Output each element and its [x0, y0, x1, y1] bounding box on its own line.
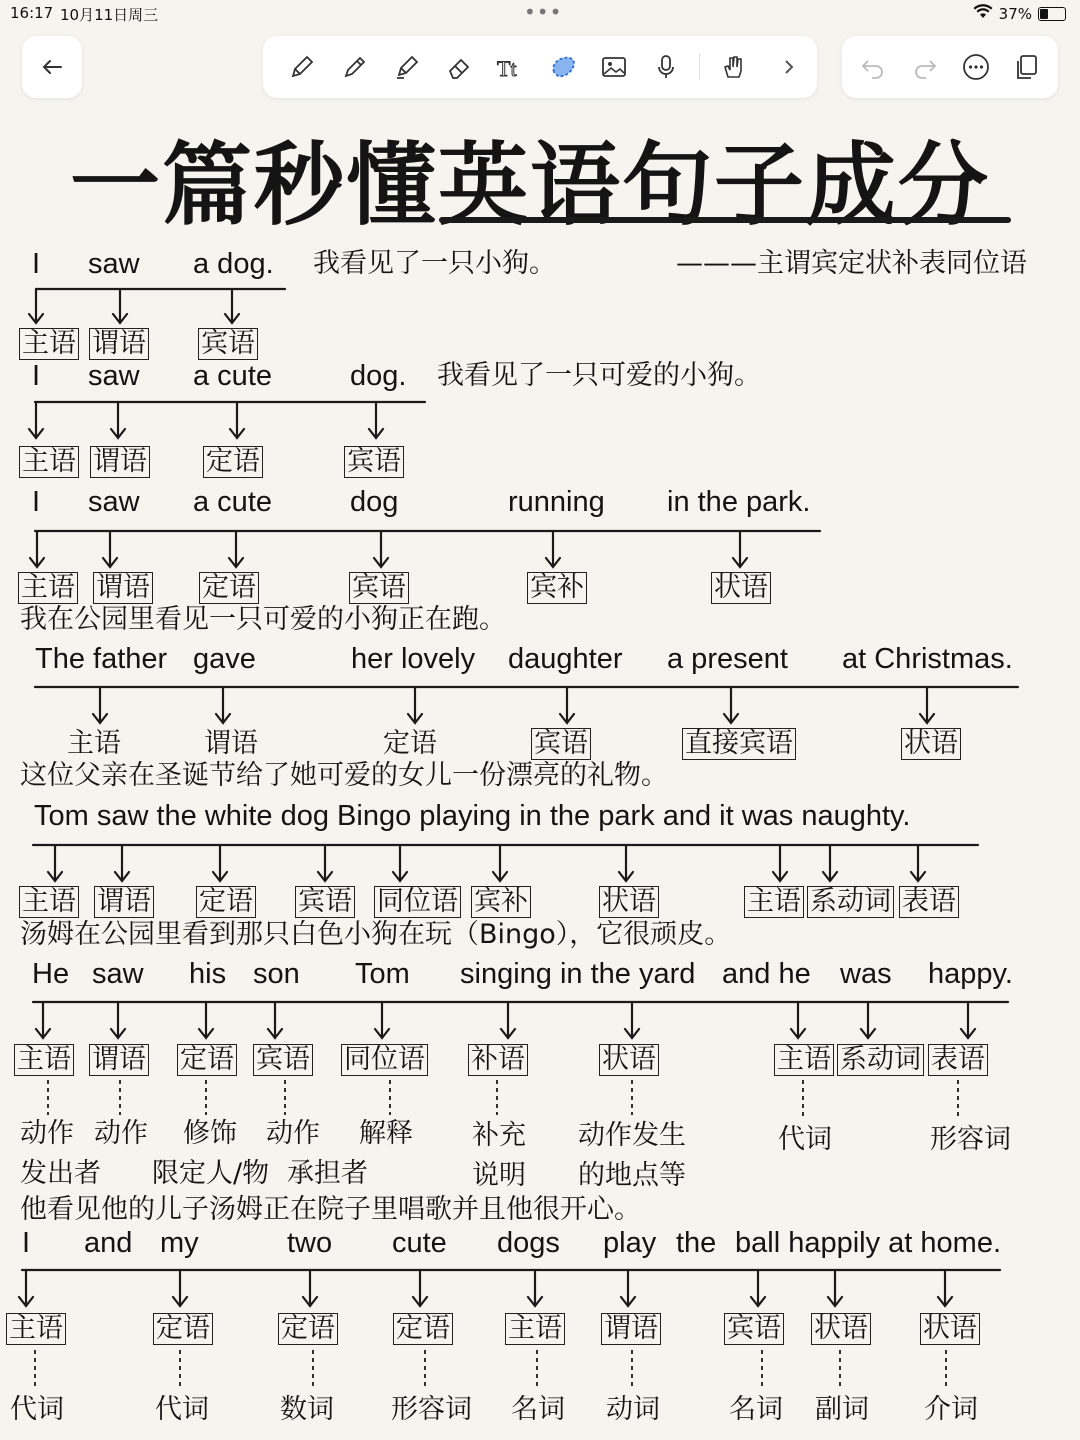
word: cute — [392, 1227, 447, 1259]
status-time: 16:17 — [10, 4, 54, 22]
page-title: 一篇秒懂英语句子成分 — [70, 133, 990, 238]
label-subject: 主语 — [505, 1313, 565, 1345]
word: daughter — [508, 643, 623, 675]
multitask-dots[interactable]: ••• — [524, 0, 563, 24]
label-predicate: 谓语 — [89, 328, 149, 360]
label-attribute: 定语 — [177, 1044, 237, 1076]
label-appositive: 同位语 — [374, 886, 461, 918]
word: his — [189, 958, 227, 990]
word: saw — [88, 248, 140, 280]
word: ball happily at home. — [735, 1227, 1001, 1259]
word: at Christmas. — [842, 643, 1013, 675]
word: saw — [88, 486, 140, 518]
note: 发出者 — [20, 1158, 101, 1189]
battery-percent: 37% — [998, 4, 1032, 23]
label-object: 宾语 — [724, 1313, 784, 1345]
note: 形容词 — [930, 1124, 1011, 1155]
label-attribute: 定语 — [393, 1313, 453, 1345]
label-attribute: 定语 — [153, 1313, 213, 1345]
sentence: Tom saw the white dog Bingo playing in the park and it was naughty. — [34, 800, 911, 832]
word: The father — [35, 643, 168, 675]
label-object: 宾语 — [349, 572, 409, 604]
word: running — [508, 486, 605, 518]
status-date: 10月11日周三 — [60, 6, 159, 24]
label-adverbial: 状语 — [599, 886, 659, 918]
part-of-speech: 动词 — [606, 1394, 660, 1425]
note: 解释 — [359, 1118, 413, 1149]
part-of-speech: 副词 — [815, 1394, 869, 1425]
note: 动作 — [20, 1118, 74, 1149]
note: 的地点等 — [578, 1160, 686, 1191]
label-subject: 主语 — [14, 1044, 74, 1076]
label-linking-verb: 系动词 — [807, 886, 894, 918]
translation: 我在公园里看见一只可爱的小狗正在跑。 — [20, 604, 506, 635]
word: her lovely — [351, 643, 476, 675]
label-object: 宾语 — [344, 446, 404, 478]
word: two — [287, 1227, 333, 1259]
label-subject: 主语 — [744, 886, 804, 918]
label-linking-verb: 系动词 — [837, 1044, 924, 1076]
part-of-speech: 代词 — [155, 1394, 209, 1425]
word: saw — [92, 958, 144, 990]
note: 动作 — [266, 1118, 320, 1149]
word: singing in the yard — [460, 958, 696, 990]
label-subject: 主语 — [774, 1044, 834, 1076]
label-object: 宾语 — [253, 1044, 313, 1076]
label-object-complement: 宾补 — [471, 886, 531, 918]
word: son — [253, 958, 300, 990]
translation: 汤姆在公园里看到那只白色小狗在玩（Bingo），它很顽皮。 — [20, 919, 732, 950]
translation: 他看见他的儿子汤姆正在院子里唱歌并且他很开心。 — [20, 1194, 641, 1225]
word: dog. — [350, 360, 407, 392]
label-attribute: 定语 — [196, 886, 256, 918]
note: 说明 — [472, 1160, 526, 1191]
translation: 我看见了一只小狗。 — [313, 248, 556, 279]
label-subject: 主语 — [18, 572, 78, 604]
word: and — [84, 1227, 133, 1259]
note: 承担者 — [287, 1158, 368, 1189]
part-of-speech: 名词 — [511, 1394, 565, 1425]
note: 限定人/物 — [152, 1158, 270, 1189]
component-list-note: ———主谓宾定状补表同位语 — [676, 248, 1027, 279]
part-of-speech: 数词 — [280, 1394, 334, 1425]
label-subject: 主语 — [19, 886, 79, 918]
label-predicate: 谓语 — [89, 1044, 149, 1076]
label-object-complement: 宾补 — [527, 572, 587, 604]
label-predicate: 谓语 — [204, 728, 258, 759]
label-adverbial: 状语 — [599, 1044, 659, 1076]
translation: 我看见了一只可爱的小狗。 — [437, 360, 761, 391]
translation: 这位父亲在圣诞节给了她可爱的女儿一份漂亮的礼物。 — [20, 760, 668, 791]
label-adverbial: 状语 — [811, 1313, 871, 1345]
label-complement: 补语 — [468, 1044, 528, 1076]
note: 代词 — [778, 1124, 832, 1155]
word: the — [676, 1227, 717, 1259]
label-attribute: 定语 — [278, 1313, 338, 1345]
label-object: 宾语 — [531, 728, 591, 760]
label-predicate: 谓语 — [601, 1313, 661, 1345]
label-attribute: 定语 — [383, 728, 437, 759]
word: my — [160, 1227, 199, 1259]
label-predicative: 表语 — [928, 1044, 988, 1076]
note: 动作 — [94, 1118, 148, 1149]
label-predicate: 谓语 — [94, 886, 154, 918]
label-adverbial: 状语 — [901, 728, 961, 760]
label-subject: 主语 — [19, 328, 79, 360]
label-object: 宾语 — [198, 328, 258, 360]
word: play — [603, 1227, 657, 1259]
note: 补充 — [472, 1120, 526, 1151]
label-direct-object: 直接宾语 — [682, 728, 796, 760]
part-of-speech: 介词 — [924, 1394, 978, 1425]
word: a cute — [193, 486, 272, 518]
label-predicative: 表语 — [899, 886, 959, 918]
part-of-speech: 代词 — [10, 1394, 64, 1425]
note: 动作发生 — [578, 1120, 686, 1151]
label-object: 宾语 — [295, 886, 355, 918]
label-subject: 主语 — [67, 728, 121, 759]
label-subject: 主语 — [19, 446, 79, 478]
word: was — [840, 958, 892, 990]
label-subject: 主语 — [6, 1313, 66, 1345]
label-predicate: 谓语 — [90, 446, 150, 478]
label-adverbial: 状语 — [711, 572, 771, 604]
svg-text:Tt: Tt — [497, 56, 517, 81]
word: Tom — [355, 958, 410, 990]
word: I — [32, 360, 41, 392]
word: saw — [88, 360, 140, 392]
word: happy. — [928, 958, 1013, 990]
label-attribute: 定语 — [203, 446, 263, 478]
word: dogs — [497, 1227, 560, 1259]
word: in the park. — [667, 486, 811, 518]
label-attribute: 定语 — [199, 572, 259, 604]
word: I — [32, 486, 41, 518]
word: gave — [193, 643, 256, 675]
label-adverbial: 状语 — [920, 1313, 980, 1345]
word: a present — [667, 643, 788, 675]
word: He — [32, 958, 70, 990]
word: a cute — [193, 360, 272, 392]
part-of-speech: 名词 — [729, 1394, 783, 1425]
word: a dog. — [193, 248, 274, 280]
word: I — [32, 248, 41, 280]
word: and he — [722, 958, 811, 990]
word: I — [22, 1227, 31, 1259]
note: 修饰 — [183, 1118, 237, 1149]
label-appositive: 同位语 — [341, 1044, 428, 1076]
word: dog — [350, 486, 399, 518]
label-predicate: 谓语 — [93, 572, 153, 604]
part-of-speech: 形容词 — [391, 1394, 472, 1425]
